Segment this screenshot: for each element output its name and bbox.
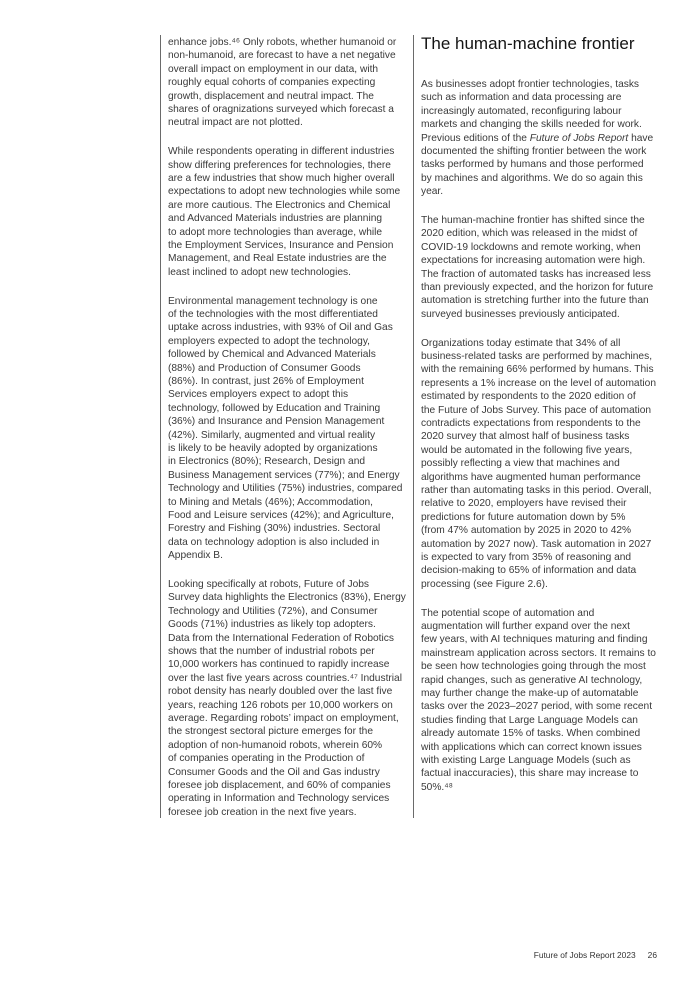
text-line: few years, with AI techniques maturing and finding bbox=[421, 634, 648, 646]
text-line: represents a 1% increase on the level of automation bbox=[421, 377, 657, 389]
text-line: automation is stretching further into the future than bbox=[421, 295, 649, 307]
text-line: Appendix B. bbox=[168, 550, 223, 562]
text-line: be seen how technologies going through the most bbox=[421, 661, 646, 673]
text-line: foresee job creation in the next five years. bbox=[168, 806, 357, 818]
paragraph bbox=[168, 295, 413, 563]
text-line: 2020 survey that almost half of business tasks bbox=[421, 431, 630, 443]
text-line: over the last five years across countries.⁴⁷ Industrial bbox=[168, 672, 402, 684]
text-line: Services employers expect to adopt this bbox=[168, 389, 349, 401]
text-line: the Future of Jobs Survey. This pace of automation bbox=[421, 404, 652, 416]
text-line: to Mining and Metals (46%); Accommodation, bbox=[168, 496, 373, 508]
left-column bbox=[168, 36, 413, 835]
text-line: markets and changing the skills needed for work. bbox=[421, 119, 642, 131]
text-line: may further change the make-up of automatable bbox=[421, 687, 639, 699]
text-line: year. bbox=[421, 186, 444, 198]
text-line: rather than automating tasks in this period. Overall, bbox=[421, 484, 652, 496]
text-line: automation by 2027 now). Task automation in 2027 bbox=[421, 538, 652, 550]
text-line: in Electronics (80%); Research, Design and bbox=[168, 456, 366, 468]
text-line: already automate 15% of tasks. When combined bbox=[421, 728, 641, 740]
text-line: processing (see Figure 2.6). bbox=[421, 578, 548, 590]
text-line: While respondents operating in different industries bbox=[168, 146, 395, 158]
text-line: possibly reflecting a view that machines and bbox=[421, 458, 620, 470]
text-line: factual inaccuracies), this share may increase to bbox=[421, 768, 639, 780]
text-line: expectations to adopt new technologies while some bbox=[168, 186, 401, 198]
text-line: Business Management services (77%); and Energy bbox=[168, 469, 400, 481]
text-line: the Employment Services, Insurance and Pension bbox=[168, 239, 394, 251]
text-line: relative to 2020, employers have revised their bbox=[421, 498, 627, 510]
paragraph bbox=[421, 78, 666, 199]
text-line: the strongest sectoral picture emerges for the bbox=[168, 726, 373, 738]
text-line: documented the shifting frontier between the work bbox=[421, 146, 647, 158]
text-line: studies finding that Large Language Models can bbox=[421, 714, 638, 726]
text-line: augmentation will further expand over the next bbox=[421, 620, 630, 632]
text-line: are more cautious. The Electronics and Chemical bbox=[168, 199, 391, 211]
text-line: Looking specifically at robots, Future of Jobs bbox=[168, 578, 370, 590]
section-heading: The human-machine frontier bbox=[421, 34, 635, 53]
text-line: of the technologies with the most differentiated bbox=[168, 308, 378, 320]
right-column bbox=[421, 78, 666, 810]
text-line: The human-machine frontier has shifted since the bbox=[421, 214, 645, 226]
text-line: Survey data highlights the Electronics (83%), Energy bbox=[168, 592, 406, 604]
left-column-rule bbox=[160, 35, 161, 818]
text-line: employers expected to adopt the technology, bbox=[168, 335, 370, 347]
text-line: 10,000 workers has continued to rapidly increase bbox=[168, 659, 390, 671]
text-line: neutral impact are not plotted. bbox=[168, 117, 303, 129]
text-segment: Previous editions of the bbox=[421, 132, 530, 144]
text-line: Management, and Real Estate industries are the bbox=[168, 253, 387, 265]
paragraph bbox=[168, 578, 413, 819]
text-line: with existing Large Language Models (such as bbox=[421, 754, 631, 766]
text-line: average. Regarding robots’ impact on employment, bbox=[168, 712, 399, 724]
text-line bbox=[421, 132, 666, 145]
text-line: and Advanced Materials industries are planning bbox=[168, 213, 383, 225]
text-line: is expected to vary from 35% of reasoning and bbox=[421, 552, 632, 563]
text-line: is likely to be heavily adopted by organizations bbox=[168, 442, 378, 454]
text-line: The fraction of automated tasks has increased less bbox=[421, 268, 651, 280]
text-line: Technology and Utilities (72%), and Consumer bbox=[168, 605, 378, 617]
italic-title: Future of Jobs Report bbox=[529, 132, 629, 144]
text-line: rapid changes, such as generative AI technology, bbox=[421, 674, 643, 686]
text-line: contradicts expectations from respondents to the bbox=[421, 417, 641, 429]
text-segment: have bbox=[628, 132, 654, 144]
paragraph bbox=[421, 607, 666, 795]
text-line: Data from the International Federation of Robotics bbox=[168, 632, 394, 644]
text-line: years, reaching 126 robots per 10,000 workers on bbox=[168, 699, 393, 711]
text-line: decision-making to 65% of information and data bbox=[421, 565, 637, 577]
text-line: surveyed businesses previously anticipated. bbox=[421, 308, 620, 320]
text-line: Technology and Utilities (75%) industries, compared bbox=[168, 483, 403, 495]
text-line: non-humanoid, are forecast to have a net negative bbox=[168, 50, 396, 62]
text-line: technology, followed by Education and Training bbox=[168, 402, 381, 414]
text-line: 50%.⁴⁸ bbox=[421, 781, 453, 793]
paragraph bbox=[168, 145, 413, 279]
paragraph bbox=[421, 214, 666, 321]
text-line: tasks over the 2023–2027 period, with some recent bbox=[421, 701, 653, 713]
text-line: increasingly automated, reconfiguring labour bbox=[421, 105, 622, 117]
text-line: than previously expected, and the horizon for future bbox=[421, 281, 654, 293]
text-line: Environmental management technology is one bbox=[168, 295, 378, 307]
text-line: shows that the number of industrial robots per bbox=[168, 645, 375, 657]
text-line: tasks performed by humans and those performed bbox=[421, 159, 644, 171]
text-line: Forestry and Fishing (30%) industries. Sectoral bbox=[168, 523, 381, 535]
text-line: of companies operating in the Production of bbox=[168, 753, 365, 765]
text-line: robot density has nearly doubled over the last five bbox=[168, 686, 393, 698]
text-line: show differing preferences for technologies, there bbox=[168, 159, 391, 171]
paragraph bbox=[421, 337, 666, 592]
text-line: estimated by respondents to the 2020 edition of bbox=[421, 391, 636, 403]
text-line: expectations for increasing automation were high. bbox=[421, 255, 646, 267]
page-number: 26 bbox=[647, 950, 657, 960]
text-line: (88%) and Production of Consumer Goods bbox=[168, 362, 361, 374]
text-line: with the remaining 66% performed by humans. This bbox=[421, 364, 654, 376]
text-line: (86%). In contrast, just 26% of Employment bbox=[168, 375, 364, 387]
footer-report-title: Future of Jobs Report 2023 bbox=[533, 950, 636, 960]
text-line: (from 47% automation by 2025 in 2020 to 42% bbox=[421, 525, 632, 537]
text-line: data on technology adoption is also included in bbox=[168, 536, 380, 548]
text-line: The potential scope of automation and bbox=[421, 607, 595, 619]
text-line: shares of oragnizations surveyed which forecast a bbox=[168, 104, 394, 116]
text-line: to adopt more technologies than average, while bbox=[168, 226, 383, 238]
text-line: with applications which can correct known issues bbox=[421, 741, 642, 753]
text-line: (42%). Similarly, augmented and virtual reality bbox=[168, 429, 376, 441]
text-line: Organizations today estimate that 34% of all bbox=[421, 337, 621, 349]
text-line: As businesses adopt frontier technologies, tasks bbox=[421, 79, 640, 90]
text-line: mainstream application across sectors. It remains to bbox=[421, 647, 656, 659]
right-column-rule bbox=[413, 35, 414, 818]
text-line: growth, displacement and neutral impact. The bbox=[168, 90, 374, 102]
text-line: by machines and algorithms. We do so again this bbox=[421, 172, 643, 184]
text-line: followed by Chemical and Advanced Materials bbox=[168, 349, 376, 361]
text-line: adoption of non-humanoid robots, wherein 60% bbox=[168, 739, 383, 751]
text-line: Food and Leisure services (42%); and Agriculture, bbox=[168, 510, 394, 521]
text-line: algorithms have augmented human performance bbox=[421, 471, 641, 483]
text-line: (36%) and Insurance and Pension Management bbox=[168, 416, 385, 428]
text-line: COVID-19 lockdowns and remote working, when bbox=[421, 241, 641, 253]
text-line: least inclined to adopt new technologies. bbox=[168, 266, 351, 278]
text-line: Consumer Goods and the Oil and Gas industry bbox=[168, 766, 380, 778]
paragraph bbox=[168, 36, 413, 130]
text-line: foresee job displacement, and 60% of companies bbox=[168, 780, 391, 792]
text-line: enhance jobs.⁴⁶ Only robots, whether humanoid or bbox=[168, 37, 397, 48]
text-line: predictions for future automation down by 5% bbox=[421, 511, 626, 523]
text-line: Goods (71%) industries as likely top adopters. bbox=[168, 619, 376, 631]
text-line: operating in Information and Technology services bbox=[168, 793, 390, 805]
page-footer bbox=[534, 950, 657, 960]
text-line: are a few industries that show much higher overall bbox=[168, 172, 395, 184]
text-line: business-related tasks are performed by machines, bbox=[421, 350, 653, 362]
text-line: overall impact on employment in our data, with bbox=[168, 63, 379, 75]
text-line: roughly equal cohorts of companies expecting bbox=[168, 77, 376, 89]
text-line: would be automated in the following five years, bbox=[421, 444, 633, 456]
text-line: 2020 edition, which was released in the midst of bbox=[421, 228, 638, 240]
text-line: uptake across industries, with 93% of Oil and Gas bbox=[168, 322, 393, 334]
text-line: such as information and data processing are bbox=[421, 92, 622, 104]
